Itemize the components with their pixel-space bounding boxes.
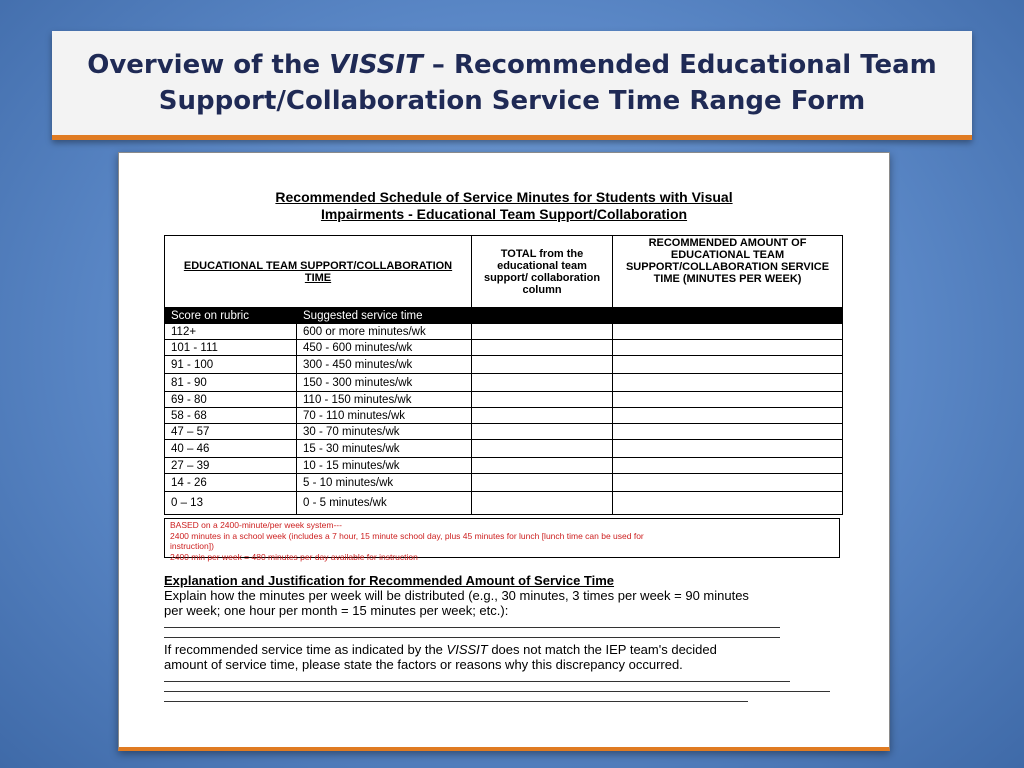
answer-line[interactable]	[164, 618, 780, 628]
answer-line[interactable]	[164, 672, 790, 682]
slide-title	[52, 31, 972, 140]
table-row: 112+ 600 or more minutes/wk	[165, 324, 843, 340]
recommended-cell[interactable]	[613, 492, 843, 515]
table-row: 0 – 13 0 - 5 minutes/wk	[165, 492, 843, 515]
answer-line[interactable]	[164, 628, 780, 638]
service-time-table	[164, 235, 843, 515]
table-row: 69 - 80 110 - 150 minutes/wk	[165, 392, 843, 408]
explanation-heading: Explanation and Justification for Recommended Amount of Service Time	[164, 573, 615, 588]
answer-line[interactable]	[164, 682, 830, 692]
document-image	[118, 152, 890, 751]
table-row: 27 – 39 10 - 15 minutes/wk	[165, 458, 843, 474]
recommended-cell[interactable]	[613, 356, 843, 374]
table-row: 40 – 46 15 - 30 minutes/wk	[165, 440, 843, 458]
document-heading: Recommended Schedule of Service Minutes for Students with Visual Impairments - Educational Team Support/Collaboration	[275, 189, 733, 222]
total-cell[interactable]	[472, 324, 613, 340]
explanation-text-1a: Explain how the minutes per week will be distributed (e.g., 30 minutes, 3 times per week = 90 minutes	[164, 588, 749, 603]
recommended-cell[interactable]	[613, 424, 843, 440]
table-row: 47 – 57 30 - 70 minutes/wk	[165, 424, 843, 440]
total-cell[interactable]	[472, 458, 613, 474]
total-cell[interactable]	[472, 408, 613, 424]
subheader-blank-recommended	[613, 308, 843, 324]
recommended-cell[interactable]	[613, 474, 843, 492]
explanation-text-2a: If recommended service time as indicated by the VISSIT does not match the IEP team's decided	[164, 642, 717, 657]
subheader-time: Suggested service time	[297, 308, 472, 324]
total-cell[interactable]	[472, 340, 613, 356]
table-row: 81 - 90 150 - 300 minutes/wk	[165, 374, 843, 392]
subheader-blank-total	[472, 308, 613, 324]
recommended-cell[interactable]	[613, 374, 843, 392]
recommended-cell[interactable]	[613, 324, 843, 340]
recommended-cell[interactable]	[613, 408, 843, 424]
table-row: 91 - 100 300 - 450 minutes/wk	[165, 356, 843, 374]
total-cell[interactable]	[472, 440, 613, 458]
table-row: 14 - 26 5 - 10 minutes/wk	[165, 474, 843, 492]
table-header-row	[165, 236, 843, 308]
recommended-cell[interactable]	[613, 340, 843, 356]
table-subheader-row	[165, 308, 843, 324]
total-cell[interactable]	[472, 374, 613, 392]
answer-line[interactable]	[164, 692, 748, 702]
explanation-text-1b: per week; one hour per month = 15 minutes per week; etc.):	[164, 603, 509, 618]
total-cell[interactable]	[472, 424, 613, 440]
recommended-cell[interactable]	[613, 458, 843, 474]
slide-title-line2: Support/Collaboration Service Time Range Form	[158, 86, 866, 116]
table-row: 101 - 111 450 - 600 minutes/wk	[165, 340, 843, 356]
total-cell[interactable]	[472, 356, 613, 374]
explanation-section	[164, 573, 854, 702]
explanation-text-2b: amount of service time, please state the factors or reasons why this discrepancy occurred.	[164, 657, 683, 672]
minutes-basis-note: BASED on a 2400-minute/per week system--- 2400 minutes in a school week (includes a 7 hour, 15 minute school day, plus 45 minutes for lunch [lunch time can be used for instruction]) 2400 min per week = 480 minutes per day available for instruction	[164, 518, 840, 558]
total-cell[interactable]	[472, 392, 613, 408]
recommended-cell[interactable]	[613, 392, 843, 408]
col-header-educational-team: EDUCATIONAL TEAM SUPPORT/COLLABORATION TIME	[165, 236, 472, 308]
total-cell[interactable]	[472, 474, 613, 492]
recommended-cell[interactable]	[613, 440, 843, 458]
col-header-total: TOTAL from the educational team support/ collaboration column	[472, 236, 613, 308]
slide-title-line1: Overview of the VISSIT – Recommended Educational Team	[87, 50, 937, 80]
col-header-recommended: RECOMMENDED AMOUNT OF EDUCATIONAL TEAM SUPPORT/COLLABORATION SERVICE TIME (MINUTES PER WEEK)	[613, 236, 843, 308]
table-row: 58 - 68 70 - 110 minutes/wk	[165, 408, 843, 424]
subheader-score: Score on rubric	[165, 308, 297, 324]
total-cell[interactable]	[472, 492, 613, 515]
